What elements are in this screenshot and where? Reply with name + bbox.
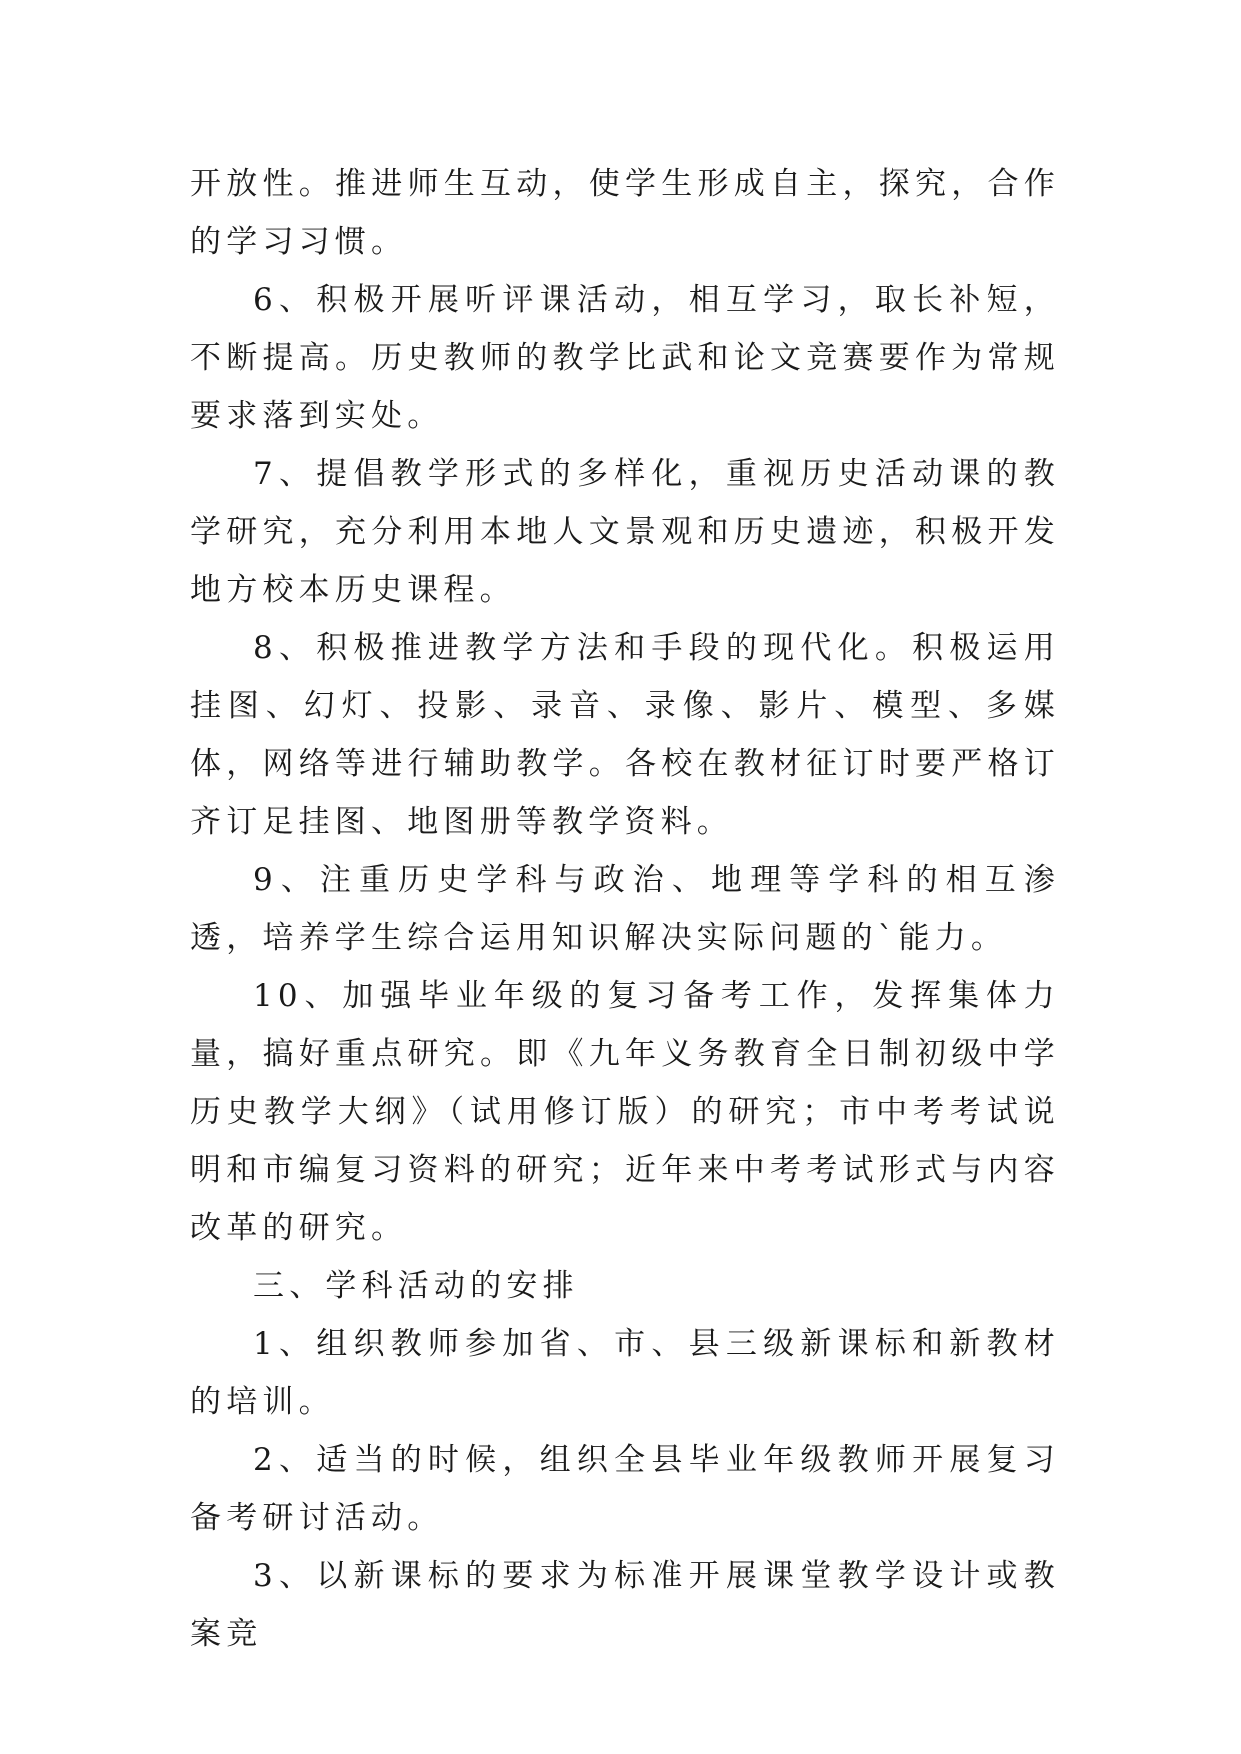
paragraph-activity-1: 1、组织教师参加省、市、县三级新课标和新教材的培训。 (190, 1326, 1060, 1420)
document-body (190, 155, 1060, 1663)
paragraph-item-6: 6、积极开展听评课活动，相互学习，取长补短，不断提高。历史教师的教学比武和论文竞赛要作为常规要求落到实处。 (190, 282, 1060, 434)
paragraph-item-10: 10、加强毕业年级的复习备考工作，发挥集体力量，搞好重点研究。即《九年义务教育全日制初级中学历史教学大纲》（试用修订版）的研究；市中考考试说明和市编复习资料的研究；近年来中考考试形式与内容改革的研究。 (190, 978, 1060, 1246)
paragraph-item-8: 8、积极推进教学方法和手段的现代化。积极运用挂图、幻灯、投影、录音、录像、影片、模型、多媒体，网络等进行辅助教学。各校在教材征订时要严格订齐订足挂图、地图册等教学资料。 (190, 630, 1060, 840)
paragraph-continuation: 开放性。推进师生互动，使学生形成自主，探究，合作的学习习惯。 (190, 166, 1060, 260)
paragraph-activity-2: 2、适当的时候，组织全县毕业年级教师开展复习备考研讨活动。 (190, 1442, 1060, 1536)
paragraph-activity-3: 3、以新课标的要求为标准开展课堂教学设计或教案竞 (190, 1558, 1060, 1652)
paragraph-item-7: 7、提倡教学形式的多样化，重视历史活动课的教学研究，充分利用本地人文景观和历史遗迹，积极开发地方校本历史课程。 (190, 456, 1060, 608)
paragraph-item-9: 9、注重历史学科与政治、地理等学科的相互渗透，培养学生综合运用知识解决实际问题的`能力。 (190, 862, 1060, 956)
section-heading: 三、学科活动的安排 (253, 1268, 579, 1304)
